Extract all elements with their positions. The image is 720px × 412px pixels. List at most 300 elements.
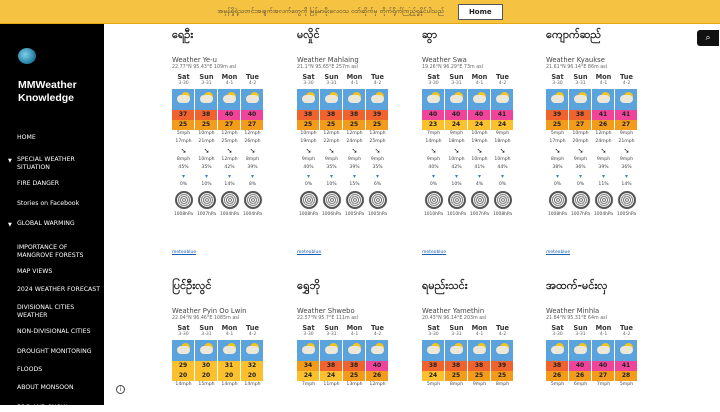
high-temp: 32	[241, 361, 264, 371]
sidebar-item-global-warming[interactable]	[0, 220, 79, 228]
radar-ring	[175, 191, 193, 209]
partly-cloudy-icon	[320, 89, 343, 110]
low-temp: 20	[218, 371, 241, 381]
high-temp: 38	[422, 361, 445, 371]
coordinates: 20.43°N 96.14°E 203m asl	[422, 316, 487, 321]
icon-row	[422, 89, 562, 110]
weather-title-link[interactable]: Weather Ye-u	[172, 56, 217, 64]
high-temp-row	[297, 110, 437, 120]
radar-ring	[471, 191, 489, 209]
gust-row	[172, 138, 312, 146]
chevron-down-icon: ▼	[8, 222, 12, 228]
sidebar-item-label: DROUGHT MONITORING	[17, 348, 92, 355]
partly-cloudy-icon	[491, 340, 514, 361]
sidebar-item-non-divisional-cities[interactable]	[0, 328, 95, 336]
wind-speed: 5mph	[619, 382, 634, 387]
wind-direction-icon: ➘	[577, 147, 584, 155]
partly-cloudy-icon	[218, 89, 241, 110]
wind-value: 9mph	[370, 157, 385, 162]
date-label: 4-2	[622, 81, 631, 86]
low-temp-row	[422, 371, 562, 381]
radar-circle-icon	[241, 189, 264, 211]
partly-cloudy-icon	[195, 89, 218, 110]
humidity: 35%	[201, 165, 212, 170]
day-row	[546, 324, 686, 332]
cloud-shape	[496, 346, 509, 354]
sidebar-item-home[interactable]	[0, 134, 40, 142]
pressure: 1010hPa	[423, 212, 444, 217]
wind-dir-row	[546, 146, 686, 156]
low-temp-row	[297, 371, 437, 381]
wind-row	[546, 156, 686, 164]
wind-direction-icon: ➘	[328, 147, 335, 155]
wind-direction-icon: ➘	[623, 147, 630, 155]
wind-value: 10mph	[494, 157, 511, 162]
cloud-shape	[620, 346, 633, 354]
wind-speed: 9mph	[449, 131, 464, 136]
date-label: 3-30	[428, 81, 439, 86]
humidity-row	[297, 164, 437, 172]
day-label: Mon	[471, 73, 488, 81]
partly-cloudy-icon	[615, 89, 638, 110]
high-temp: 41	[615, 110, 638, 120]
date-label: 3-31	[451, 332, 462, 337]
weather-title-link[interactable]: Weather Mahlaing	[297, 56, 359, 64]
precip-prob-row	[422, 181, 562, 189]
sidebar-item-map-views[interactable]	[0, 268, 56, 276]
weather-title-link[interactable]: Weather Shwebo	[297, 307, 355, 315]
icon-row	[546, 89, 686, 110]
cloud-shape	[427, 95, 440, 103]
radar-ring	[549, 191, 567, 209]
radar-ring	[494, 191, 512, 209]
raindrop-icon: ▾	[204, 173, 208, 180]
radar-ring	[221, 191, 239, 209]
cloud-shape	[620, 95, 633, 103]
partly-cloudy-icon	[172, 340, 195, 361]
partly-cloudy-icon	[422, 89, 445, 110]
humidity: 40%	[428, 165, 439, 170]
sidebar-item-label: GLOBAL WARMING	[17, 220, 75, 227]
high-temp: 40	[592, 361, 615, 371]
humidity: 39%	[247, 165, 258, 170]
radar-row	[546, 189, 686, 211]
forecast-grid	[546, 73, 686, 219]
pressure: 1006hPa	[321, 212, 342, 217]
coordinates: 22.57°N 95.7°E 111m asl	[297, 316, 359, 321]
forecast-card	[422, 279, 562, 405]
sidebar-item-divisional-cities-weather[interactable]	[0, 304, 104, 320]
radar-ring	[198, 191, 216, 209]
low-temp: 27	[218, 120, 241, 130]
pressure: 1010hPa	[446, 212, 467, 217]
forecast-card	[172, 279, 312, 405]
date-label: 3-31	[326, 332, 337, 337]
date-label: 3-31	[201, 81, 212, 86]
date-label: 3-30	[178, 81, 189, 86]
high-temp: 30	[195, 361, 218, 371]
raindrop-icon: ▾	[375, 173, 379, 180]
sidebar-item-importance-of-mangrove-forests[interactable]	[0, 244, 104, 260]
wind-speed: 15mph	[198, 382, 215, 387]
icon-row	[546, 340, 686, 361]
low-temp: 25	[343, 371, 366, 381]
day-label: Tue	[246, 324, 259, 332]
wind-value: 8mph	[245, 157, 260, 162]
radar-ring	[618, 191, 636, 209]
wind-dir-row	[172, 146, 312, 156]
sidebar-item-label: DIVISIONAL CITIES WEATHER	[17, 304, 75, 319]
radar-row	[422, 189, 562, 211]
weather-title-link[interactable]: Weather Minhla	[546, 307, 600, 315]
wind-speed: 12mph	[323, 131, 340, 136]
day-label: Sun	[573, 324, 588, 332]
cloud-shape	[223, 346, 236, 354]
cloud-shape	[427, 346, 440, 354]
wind-speed: 10mph	[471, 131, 488, 136]
low-temp: 25	[343, 120, 366, 130]
day-label: Sat	[551, 324, 564, 332]
wind-direction-icon: ➘	[203, 147, 210, 155]
raindrop-icon: ▾	[431, 173, 435, 180]
sidebar-item-fog-and-snow[interactable]	[0, 404, 71, 412]
cloud-shape	[246, 95, 259, 103]
sidebar-item-2024-weather-forecast[interactable]	[0, 286, 104, 294]
pressure: 1008hPa	[173, 212, 194, 217]
day-label: Sat	[427, 324, 440, 332]
wind-gust: 24mph	[595, 139, 612, 144]
wind-direction-icon: ➘	[476, 147, 483, 155]
sidebar	[0, 24, 104, 411]
precip-probability: 10%	[201, 182, 212, 187]
wind-speed: 5mph	[550, 382, 565, 387]
icon-row	[422, 340, 562, 361]
partly-cloudy-icon	[297, 89, 320, 110]
high-temp-row	[422, 110, 562, 120]
day-label: Tue	[620, 324, 633, 332]
meteoblue-link[interactable]: meteoblue	[422, 250, 447, 255]
info-icon[interactable]: i	[116, 385, 125, 394]
low-temp-row	[172, 120, 312, 130]
day-label: Tue	[496, 324, 509, 332]
date-label: 3-30	[178, 332, 189, 337]
high-temp: 37	[172, 110, 195, 120]
partly-cloudy-icon	[366, 89, 389, 110]
day-label: Sat	[177, 73, 190, 81]
wind-value: 9mph	[619, 157, 634, 162]
wind-gust: 22mph	[323, 139, 340, 144]
date-label: 4-2	[248, 332, 257, 337]
cloud-shape	[450, 346, 463, 354]
radar-circle-icon	[468, 189, 491, 211]
low-temp: 24	[320, 371, 343, 381]
low-temp: 26	[546, 371, 569, 381]
cloud-shape	[177, 95, 190, 103]
precip-probability: 14%	[621, 182, 632, 187]
wind-speed-row	[297, 381, 437, 389]
day-label: Sun	[573, 73, 588, 81]
pressure: 1005hPa	[344, 212, 365, 217]
pressure-row	[422, 211, 562, 219]
pressure: 1005hPa	[367, 212, 388, 217]
partly-cloudy-icon	[343, 340, 366, 361]
gust-row	[297, 138, 437, 146]
day-row	[172, 324, 312, 332]
low-temp: 27	[241, 120, 264, 130]
day-row	[172, 73, 312, 81]
forecast-grid	[422, 73, 562, 219]
wind-gust: 19mph	[300, 139, 317, 144]
wind-speed: 13mph	[369, 131, 386, 136]
sidebar-item-label: IMPORTANCE OF MANGROVE FORESTS	[17, 244, 84, 259]
date-row	[546, 332, 686, 340]
day-label: Tue	[496, 73, 509, 81]
pressure-row	[546, 211, 686, 219]
forecast-grid	[422, 324, 562, 389]
wind-speed: 14mph	[221, 382, 238, 387]
coordinates: 21.84°N 95.31°E 64m asl	[546, 316, 608, 321]
cloud-shape	[450, 95, 463, 103]
raindrop-icon: ▾	[306, 173, 310, 180]
sidebar-item-label: Stories on Facebook	[17, 200, 80, 207]
partly-cloudy-icon	[366, 340, 389, 361]
weather-title-link[interactable]: Weather Kyaukse	[546, 56, 605, 64]
meteoblue-link[interactable]: meteoblue	[546, 250, 571, 255]
notification-banner	[0, 0, 720, 24]
high-temp: 40	[468, 110, 491, 120]
radar-circle-icon	[297, 189, 320, 211]
precip-probability: 6%	[373, 182, 382, 187]
high-temp: 38	[546, 361, 569, 371]
low-temp: 25	[172, 120, 195, 130]
sidebar-item-drought-monitoring[interactable]	[0, 348, 96, 356]
precip-probability: 4%	[475, 182, 484, 187]
humidity: 39%	[349, 165, 360, 170]
day-label: Sun	[324, 324, 339, 332]
date-label: 4-1	[350, 332, 359, 337]
high-temp-row	[546, 361, 686, 371]
humidity: 38%	[552, 165, 563, 170]
wind-speed: 12mph	[369, 382, 386, 387]
city-name-heading: မလှိုင်	[297, 28, 320, 41]
wind-direction-icon: ➘	[180, 147, 187, 155]
wind-gust: 24mph	[346, 139, 363, 144]
partly-cloudy-icon	[546, 89, 569, 110]
wind-direction-icon: ➘	[499, 147, 506, 155]
wind-speed-row	[546, 130, 686, 138]
precip-probability: 0%	[304, 182, 313, 187]
pressure: 1008hPa	[492, 212, 513, 217]
humidity: 35%	[372, 165, 383, 170]
wind-speed-row	[172, 381, 312, 389]
partly-cloudy-icon	[241, 340, 264, 361]
partly-cloudy-icon	[320, 340, 343, 361]
precip-probability: 10%	[451, 182, 462, 187]
high-temp: 39	[546, 110, 569, 120]
high-temp-row	[546, 110, 686, 120]
wind-speed: 14mph	[175, 382, 192, 387]
wind-speed: 10mph	[198, 131, 215, 136]
radar-ring	[448, 191, 466, 209]
low-temp: 27	[592, 371, 615, 381]
sidebar-item-about-monsoon[interactable]	[0, 384, 78, 392]
raindrop-icon: ▾	[500, 173, 504, 180]
wind-speed-row	[546, 381, 686, 389]
city-name-heading: ရေဦး	[172, 28, 194, 41]
icon-row	[297, 89, 437, 110]
raindrop-icon: ▾	[578, 173, 582, 180]
weather-title-link[interactable]: Weather Yamethin	[422, 307, 485, 315]
wind-gust: 25mph	[221, 139, 238, 144]
wind-speed: 12mph	[221, 131, 238, 136]
globe-logo-icon	[18, 48, 36, 64]
partly-cloudy-icon	[569, 340, 592, 361]
city-name-heading: ရမည်းသင်း	[422, 279, 468, 292]
gust-row	[422, 138, 562, 146]
day-label: Sun	[199, 324, 214, 332]
radar-row	[172, 189, 312, 211]
weather-title-link[interactable]: Weather Pyin Oo Lwin	[172, 307, 247, 315]
radar-ring	[572, 191, 590, 209]
radar-ring	[244, 191, 262, 209]
day-label: Mon	[595, 73, 612, 81]
wind-value: 9mph	[301, 157, 316, 162]
wind-speed: 9mph	[495, 131, 510, 136]
pressure: 1004hPa	[593, 212, 614, 217]
wind-speed-row	[422, 130, 562, 138]
wind-speed: 10mph	[572, 131, 589, 136]
wind-speed: 12mph	[595, 131, 612, 136]
low-temp: 20	[195, 371, 218, 381]
wind-value: 9mph	[347, 157, 362, 162]
radar-ring	[595, 191, 613, 209]
forecast-card	[546, 28, 686, 268]
site-brand[interactable]: MMWeather Knowledge	[18, 79, 77, 104]
date-label: 4-1	[225, 81, 234, 86]
search-icon[interactable]: ⌕	[697, 30, 719, 46]
humidity: 44%	[497, 165, 508, 170]
cloud-shape	[302, 346, 315, 354]
wind-speed-row	[297, 130, 437, 138]
cloud-shape	[325, 346, 338, 354]
partly-cloudy-icon	[445, 89, 468, 110]
partly-cloudy-icon	[218, 340, 241, 361]
sidebar-item-fire-danger[interactable]	[0, 180, 63, 188]
wind-row	[172, 156, 312, 164]
home-button[interactable]: Home	[458, 4, 503, 20]
sidebar-item-stories-on-facebook[interactable]	[0, 200, 83, 208]
wind-row	[422, 156, 562, 164]
wind-direction-icon: ➘	[453, 147, 460, 155]
wind-speed: 9mph	[472, 382, 487, 387]
date-label: 3-30	[552, 81, 563, 86]
sidebar-item-floods[interactable]	[0, 366, 46, 374]
date-label: 4-2	[373, 81, 382, 86]
forecast-card	[172, 28, 312, 268]
precip-probability: 10%	[326, 182, 337, 187]
chevron-down-icon: ▼	[8, 158, 12, 164]
wind-speed: 11mph	[323, 382, 340, 387]
wind-row	[297, 156, 437, 164]
coordinates: 21.1°N 95.65°E 257m asl	[297, 65, 359, 70]
sidebar-item-special-weather-situation[interactable]	[0, 156, 104, 172]
raindrop-icon: ▾	[601, 173, 605, 180]
radar-circle-icon	[445, 189, 468, 211]
low-temp: 25	[297, 120, 320, 130]
wind-direction-icon: ➘	[226, 147, 233, 155]
wind-value: 9mph	[324, 157, 339, 162]
precip-icon-row	[546, 172, 686, 181]
high-temp: 38	[320, 110, 343, 120]
icon-row	[297, 340, 437, 361]
precip-prob-row	[297, 181, 437, 189]
radar-row	[297, 189, 437, 211]
high-temp: 38	[569, 110, 592, 120]
wind-gust: 26mph	[244, 139, 261, 144]
day-label: Mon	[595, 324, 612, 332]
day-label: Mon	[221, 324, 238, 332]
wind-speed: 7mph	[596, 382, 611, 387]
date-label: 3-30	[428, 332, 439, 337]
date-label: 4-2	[498, 81, 507, 86]
raindrop-icon: ▾	[250, 173, 254, 180]
meteoblue-link[interactable]: meteoblue	[297, 250, 322, 255]
precip-probability: 14%	[224, 182, 235, 187]
cloud-shape	[200, 95, 213, 103]
wind-dir-row	[422, 146, 562, 156]
wind-value: 8mph	[176, 157, 191, 162]
pressure-row	[172, 211, 312, 219]
cloud-shape	[371, 346, 384, 354]
partly-cloudy-icon	[241, 89, 264, 110]
main-content	[104, 24, 720, 405]
partly-cloudy-icon	[592, 340, 615, 361]
city-name-heading: ပြင်ဦးလွင်	[172, 279, 212, 292]
date-label: 4-2	[622, 332, 631, 337]
wind-speed-row	[172, 130, 312, 138]
icon-row	[172, 340, 312, 361]
forecast-grid	[546, 324, 686, 389]
low-temp: 24	[468, 120, 491, 130]
high-temp: 34	[297, 361, 320, 371]
day-row	[297, 324, 437, 332]
precip-probability: 0%	[553, 182, 562, 187]
partly-cloudy-icon	[546, 340, 569, 361]
coordinates: 22.04°N 96.46°E 1085m asl	[172, 316, 240, 321]
wind-gust: 18mph	[448, 139, 465, 144]
raindrop-icon: ▾	[181, 173, 185, 180]
cloud-shape	[325, 95, 338, 103]
wind-speed: 14mph	[244, 382, 261, 387]
wind-gust: 21mph	[618, 139, 635, 144]
low-temp: 25	[366, 120, 389, 130]
humidity-row	[172, 164, 312, 172]
weather-title-link[interactable]: Weather Swa	[422, 56, 467, 64]
meteoblue-link[interactable]: meteoblue	[172, 250, 197, 255]
date-row	[172, 81, 312, 89]
wind-value: 9mph	[573, 157, 588, 162]
cloud-shape	[597, 346, 610, 354]
low-temp: 20	[241, 371, 264, 381]
humidity: 40%	[303, 165, 314, 170]
icon-row	[172, 89, 312, 110]
day-row	[546, 73, 686, 81]
cloud-shape	[574, 95, 587, 103]
partly-cloudy-icon	[592, 89, 615, 110]
precip-probability: 0%	[179, 182, 188, 187]
wind-value: 10mph	[448, 157, 465, 162]
radar-circle-icon	[195, 189, 218, 211]
